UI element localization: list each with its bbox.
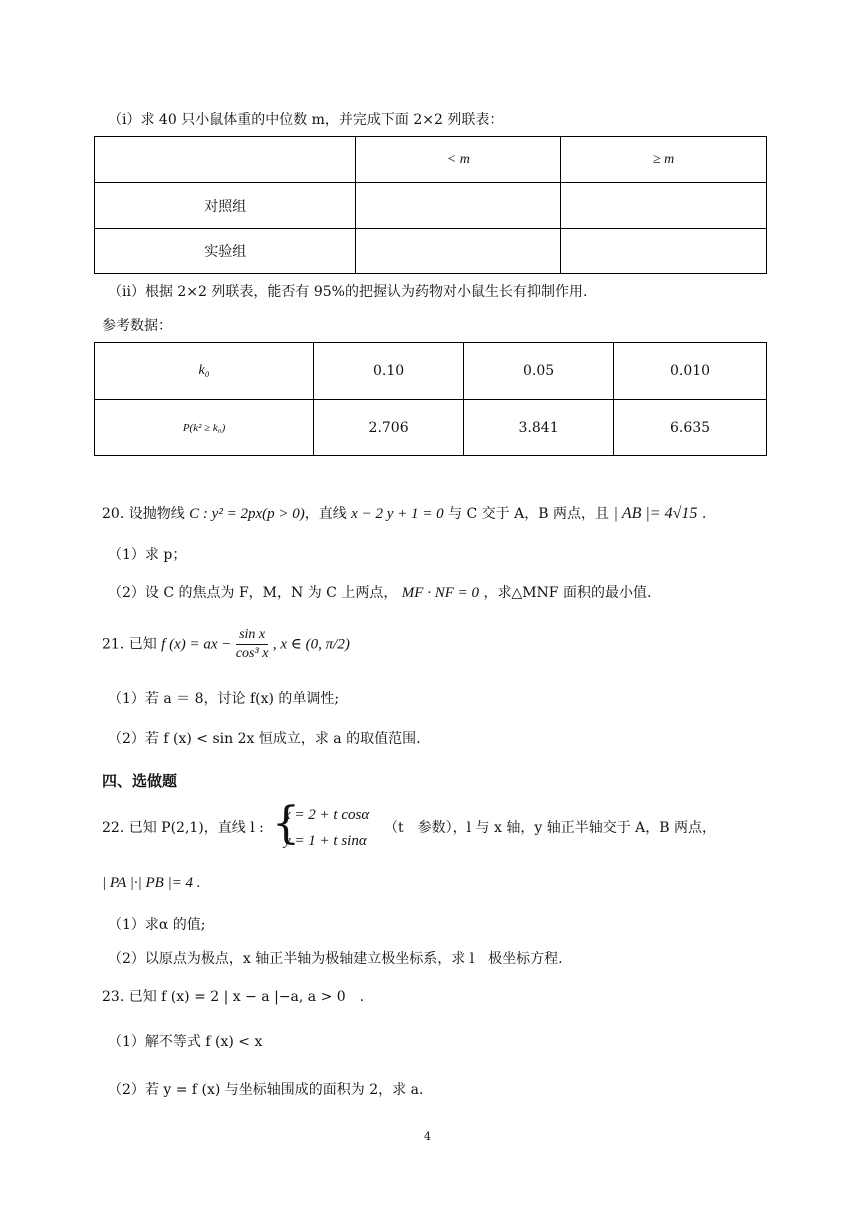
table2-cell: 3.841 — [464, 400, 614, 456]
q22-condition: | PA |·| PB |= 4 . — [102, 875, 201, 891]
reference-label: 参考数据： — [102, 318, 172, 334]
q20-part1: （1）求 p； — [108, 547, 187, 563]
table1-row-label: 实验组 — [95, 229, 356, 274]
table2-header-k0: k₀ — [95, 343, 314, 400]
table2-header-value: 0.05 — [464, 343, 614, 400]
q20-mid2: 与 C 交于 A，B 两点，且 — [448, 506, 609, 522]
q20-stem — [102, 505, 706, 523]
q21-function-lhs: f (x) = ax − — [161, 636, 232, 653]
table2-cell: 2.706 — [314, 400, 464, 456]
q21-numerator: sin x — [236, 626, 269, 645]
q22-part1: （1）求α 的值; — [108, 917, 206, 933]
table1-cell — [561, 183, 767, 229]
q22-equation-1: x = 2 + t cosα — [284, 807, 370, 823]
q20-mid: ，直线 — [304, 506, 347, 522]
q20-line: x − 2 y + 1 = 0 — [351, 506, 444, 522]
q23-stem: 23. 已知 f (x) = 2 | x − a |−a, a > 0 . — [102, 989, 365, 1005]
part-i-text: （i）求 40 只小鼠体重的中位数 m，并完成下面 2×2 列联表： — [108, 112, 504, 128]
table2-row-label: P(k² ≥ k₀) — [95, 400, 314, 456]
q20-part2-a: （2）设 C 的焦点为 F，M，N 为 C 上两点， — [108, 585, 398, 601]
table1-row-label: 对照组 — [95, 183, 356, 229]
table2-header-value: 0.10 — [314, 343, 464, 400]
table2-header-value: 0.010 — [614, 343, 767, 400]
q20-part2-b: ，求△MNF 面积的最小值. — [483, 585, 652, 601]
q23-part1: （1）解不等式 f (x) < x — [108, 1034, 263, 1050]
table1-cell — [561, 229, 767, 274]
q21-domain: , x ∈ (0, π/2) — [272, 636, 350, 653]
q20-curve: C : y² = 2px(p > 0) — [189, 506, 305, 522]
q21-denominator: cos³ x — [235, 646, 269, 661]
q21-fraction — [236, 626, 269, 663]
q22-prefix: 22. 已知 P(2,1)，直线 l : — [102, 820, 264, 836]
part-ii-text: （ii）根据 2×2 列联表，能否有 95%的把握认为药物对小鼠生长有抑制作用. — [108, 284, 588, 300]
table1-header-ge-m: ≥ m — [561, 137, 767, 183]
contingency-table — [94, 136, 767, 274]
q20-end: . — [701, 506, 707, 522]
q20-vector-product: MF · NF = 0 — [401, 585, 479, 601]
table1-corner — [95, 137, 356, 183]
q21-stem — [102, 626, 350, 663]
table1-header-lt-m: < m — [356, 137, 561, 183]
q21-part2: （2）若 f (x) < sin 2x 恒成立，求 a 的取值范围. — [108, 731, 421, 747]
q22-tail: （t 参数），l 与 x 轴，y 轴正半轴交于 A，B 两点， — [384, 820, 717, 836]
q23-part2: （2）若 y = f (x) 与坐标轴围成的面积为 2，求 a. — [108, 1082, 424, 1098]
table1-cell — [356, 183, 561, 229]
table1-cell — [356, 229, 561, 274]
q22-brace: { — [272, 798, 300, 849]
q20-part2 — [108, 584, 651, 602]
table2-cell: 6.635 — [614, 400, 767, 456]
section-heading: 四、选做题 — [102, 772, 178, 790]
q22-equation-2: y = 1 + t sinα — [284, 833, 367, 849]
q20-ab-length: | AB |= 4√15 — [613, 505, 698, 522]
reference-data-table — [94, 342, 767, 456]
q21-part1: （1）若 a ＝ 8，讨论 f(x) 的单调性; — [108, 691, 340, 707]
q21-prefix: 21. 已知 — [102, 636, 157, 653]
q22-part2: （2）以原点为极点，x 轴正半轴为极轴建立极坐标系，求 l 极坐标方程. — [108, 951, 563, 967]
q20-prefix: 20. 设抛物线 — [102, 506, 185, 522]
page-number: 4 — [424, 1130, 431, 1143]
